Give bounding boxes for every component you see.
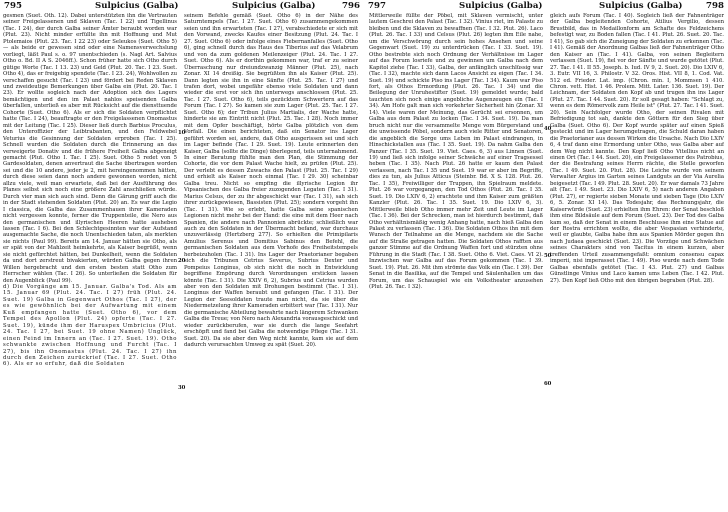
running-title-right: Sulpicius (Galba) [599, 1, 683, 11]
paragraph: Mittlerweile füllte der Pöbel, mit Sklaven vermischt, unter lautem Geschrei den Palast (Tac. I 32). Vinius riet, im Palaste zu bleiben und die Sklaven zu bewaffnen (Tac. I 32. Plut. 26). Laco (Plut. 26. Tac. I 33) und Celsus (Plut. 26) legten ihm Eile nahe, um die Verschwörung durch sein hohes Ansehen und seine Gegenwart (Suet. 19) zu unterdrücken (Tac. I 33. Suet. 19). Otho bestrebte sich noch Ordnung der Verhältnisse im Lager auf das Forum losriefe und zu gewinnen um Galba nach dem Kapitol ziehe (Tac. I 33), Galba, der anfänglich unschlüssig war (Tac. I 32), machte sich dann Lacos Ansicht zu eigen (Tac. I 34. Suet. 19) und schickte Piso ins Lager (Tac. I 34). Kaum war Piso fort, als Othos Ermordung (Plut. 26. Tac. I 34) und die Beilegung der Unruhestifter (Suet. 19) gemeldet wurde; bald tauchten sich noch einige angebliche Augenzeugen ein (Tac. I 34). Am Hofe galt man sich vorkehrter Sicherheit hin (Zonar. XI 14). Viele waren der Meinung, das Gerücht sei ersonnen, um Galba aus dem Palast zu locken (Tac. I 34. Suet. 19). Da man bruch nicht nur die versammelte Menge vom Bürgerstand und die unwissende Pöbel, sondern auch viele Ritter und Senatoren, die angeblich die Sorge ums Leben im Palast eindrangen, in Hinschickstallen aus (Tac. I 35. Suet. 19). Da nahm Galba den Panzer (Tac. I 35. Suet. 19. Viet. Caes. 6, 3) aus Linnen (Suet. 19) und ließ sich infolge seiner Schwäche auf einer Tragsessel heben (Tac. I 35). Nach Plut. 26 hatte er kaum den Palast verlassen, nach Tac. I 35 und Suet. 19 war er aber im Begriffe, dies zu tun, als Julius Atticus (Steinbr. Bd. X S. 128. Plut. 26. Tac. I 35), Freiwilliger der Truppen, ihn Spielraum meldete. Plut. 26 war vorgegangen, den Tod Othos (Plut. 26. Tac. I 35. Suet. 19. Dio LXIV 6, 2) erachtete und ihm Kaiser zum gräßten Kanzler (Plut. 26. Tac. I 35. Suet. 19. Dio LXIV 6, 3). Mittlerweile blieb Otho immer mehr Zeit und Leute im Lager (Tac. I 36). Bei der Schrecken, man ist hierdurch bestimmt, daß Otho verhältnismäßig wenig Anhang hatte, nach hieß Galba den Palast zu verlassen (Tac. I 36). Die Soldaten Othos ihn mit dem Wunsch der Teilnahme an die Menge, nachdem sie die Sache auf die Straße getragen hatten. Die Soldaten Othos rafften aus ganzer Stimme auf die Ordnung Waffen fort und stürzten ohne Führung in die Stadt (Tac. I 38. Suet. Otho 6. Viet. Caes. VI 2). Inzwischen war Galba auf das Forum gekommen (Tac. I 39. Suet. 19). Plut. 26. Mit ihm strömte das Volk ein (Tac. I 39). Der Senat in die Basilika, auf die Tempel und Säulenhallen um das Forum, um das Schauspiel wie ein Volkstheater anzusehen (Plut. 26. Tac. I 32). [369, 13, 543, 291]
page-number-798: 798 [706, 1, 724, 11]
line-number-20: 20 [178, 258, 186, 264]
line-number-30: 30 [178, 385, 186, 391]
page-number-796: 796 [342, 1, 360, 11]
text-column-2 [184, 13, 358, 509]
line-number-40: 40 [544, 126, 552, 132]
page-number-795: 795 [4, 1, 22, 11]
running-title-left: Sulpicius (Galba) [459, 1, 543, 11]
text-column-3 [369, 13, 543, 509]
paragraph: seinem Befehle gemäß (Suet. Otho 6) in der Nähe des Saturntempels (Tac. I 27. Suet. Otho 6) zusammengekommen seien und ihn erwarteten (Tac. I 27), verabschiedete er sich mit den Vorwand, zwecks Kaufes einer Besitzung (Plut. 24. Tac. I 27. Suet. Otho 6) oder infolge eines Fiebernanfalles (Suet. Otho 6), ging schnell durch das Haus des Tiberius auf das Velabrum und von da zum goldenen Meilenzeiger (Plut. 24. Tac. I 27. Suet. Otho 6). Als er dorthin gekommen war, traf er zu seiner Überraschung nur dreiundzwanzig Männer (Plut. 25), nach Zonar. XI 14 dreißig. Sie begrüßten ihn als Kaiser (Plut. 25). Dann legten sie ihn in eine Sänfte (Plut. 25. Tac. I 27) und trafen dort, wobei ungefähr ebenso viele Soldaten und dann wieder die erst vor sich ihn unterwegs anschlossen (Plut. 25. Tac. I 27. Suet. Otho 6), teils gezücktem Schwertern auf das Forum (Tac. I 27). So kamen sie zum Lager (Plut. 25. Tac. I 27. Suet. Otho 6); der Tribun Julius Martialis, der Wache hatte, hinderte sie am Eintritt nicht (Plut. 25. Tac. I 28). Noch immer mit dem Opfer beschäftigt, hörte Galba plötzlich von dem Vorfall. Die einen berichteten, daß ein Senator ins Lager geführt worden sei, andere, daß Otho ausgerissen sei und sich im Lager befinde (Tac. I 29. Suet. 19). Leute erinnerten den Kaiser, Galba (sollte die Dinge) überlegend, teils unternahmend. In einer Beratung fühlte man den Plan, die Stimmung der Cohorte, die vor dem Palast Wache hielt, zu prüfen (Plut. 25). Der verlebt es dessen Zuwachs den Palast (Plut. 25. Tac. I 29) und erhielt als Kaiser noch einmal (Tac. I 29. 30) scheinbar Galba treu. Nicht so empfing die illyrische Legion ihr Vipsanischen des Galba freier zuzogenden Legaten (Tac. I 31). Marius Celsus, der zu ihr abgeschickt war (Tac. I 31), sah sich ihrer zurückgewiesen, Bassisten (Plut. 25); sondern vorgeht ihn (Tac. I 31). Wie so erlebt, hatte Galba seine spanischen Legionen nicht mehr bei der Hand: die eine mit dem Heer nach Spanien, die andere nach Pannonien abrückte; schließlich war auch zu den Soldaten in der Übermacht befand, war durchaus unzuverlässig (Hertzberg 277). So erhielten die Primipilaris Amulius Serenus und Domitius Sabinus den Befehl, die germanischen Soldaten aus dem Vorhofe des Freiheitstempels herbeizuholen (Tac. I 31). Ins Lager der Praetorianer begaben sich die Tribunen Cetrius Severus, Subrius Dexter und Pompeius Longinus, ob sich nicht die noch in Entwicklung begriffene Empörung durch Verordnungen ersticken lassen könnte (Tac. I 31). Die XXIV 6, 2), Subrius und Cetrius wurden aber von den Soldaten mit Drohungen bestimmt (Tac. I 31). Longinus der Waffen beraubt und gefangen (Tac. I 31). Der Legion der Seesoldaten traute man nicht, da sie über die Niedermetzelung ihrer Kameraden erbittert war (Tac. I 31). Nur die germanische Abteilung bewahrte nach längerem Schwanken Galba die Treue; von Nero nach Alexandria vorausgeschickt und wieder zurückberufen, war sie durch die lange Seefahrt erschöpft und fand bei Galba die notwendige Pflege (Tac. I 31. Suet. 20). Da sie aber den Weg nicht kannte, kam sie auf dem dadurch verursachten Umweg zu spät (Suet. 20). [184, 13, 358, 349]
line-number-10: 10 [178, 130, 186, 136]
paragraph: gesmen (Suet. Oth. 12). Dabei unterstützten ihn die Vertrauten seiner Freigelassenen und Sklaven (Tac. I 22) und Tigellinus (Tac. I 24), der durch Galba seiner Ämter beraubt worden war (Plut. 23). Nicht minder erfüllte ihn mit Hoffnung und Mut Ptolemaios (Plut. 23. Tac. I 22 23) oder Seleukos (Suet. Otho 5) — als beide er gewesen sind oder eine Namensverwechslung vorliegt, läßt Paul s. o. 97 unentschieden (s. Nagl Art. Salvius Otho o. Bd. II A S. 2046ff.). Schon früher hatte sich Otho durch gütige Worte (Tac. I 13. 23) und Geld (Plut. 20. Tac. I 23. Suet. Otho 4), das er freigebig spendete (Tac. I 23. 24), Wohlwollen zu verschaffen gesucht (Tac. I 23) und fördert bei Reden Sklaven und zweideutige Bemerkungen über Galba ein (Plut. 20. Tac. I 23). Er wollte sogleich nach der Adoption sich des Lagers bemächtigen und den im Palast nahlos speisenden Galba überfallen, unterließ es aber mit Rücksicht auf die diensttuende Cohorte (Suet. Otho 6). Als er sich die Soldaten verpflichtet hatte (Tac. I 24), beauftragte er den Freigelassenen Onomastus mit der Leitung (Tac. I 25). Dieser ließ durch Barbius Proculus, den Unteroffizier der Leibtrabanten, und den Feldwebel Veturius die Gesinnung der Soldaten erproben (Tac. I 25). Schnell wurden die Soldaten durch die Erinnerung an das verweigerte Donativ und die frühere Freiheit Galba abgeneigt gemacht (Plut. Otho I. Tac. I 25). Suet. Otho 5 redet von 5 Gardesoldaten, denen anvertraut die Sache übertragen worden sei und die 10 andere, jeder je 2, mit hereingenommen hätten, durch diese seien dann noch andere gewonnen worden, nicht allzu viele, weil man erwartete, daß bei der Ausführung des Planes selbst sich noch eine größere Zahl anschließen würde. Durch vier man sich auch sind. Denn die Gärung griff auch die in der Stadt stehenden Soldaten (Plut. 20) an. Es war die Legio I classica, die Galba das Zusammenhauen ihrer Kameraden nicht vergessen konnte, ferner die Truppenteile, die Nero aus den germanischen und illyrischen Heeren hatte ausheben lassen (Tac. I 6). Bei den Schlechtgesinnten war der Aufstand ausgemachte Sache, die noch Unentschieden taten, als merkten sie nichts (Paul 99). Bereits am 14. Januar hätten sie Otho, als er spät von der Mahlzeit heimkehrte, als Kaiser begrüßt, wenn sie nicht gefürchtet hätten, bei Dunkelheit, wenn die Soldaten da und dort zerstreut bivakierten, würden Galba gegen ihren Willen hergebracht und den ersten besten statt Otho zum Herrscher wählen (Tac. I 26). So unterließen die Soldaten für den Augenblick (Paul 99). [3, 13, 177, 284]
running-title-left: Sulpicius (Galba) [95, 1, 179, 11]
line-number-60: 60 [544, 381, 552, 387]
text-column-1 [3, 13, 177, 509]
paragraph: gleich aufs Forum (Tac. I 40). Sogleich ließ der Fahnenträger der Galba begleitenden Cohorte, Atilius Vergilio, dessen Brustbild, das in Medaillonform am Schafte des Feldzeichens befestigt war, zu Boden fallen (Tac. I 41. Plut. 26. Suet. 20. Tac. I 41), So gab sich die Zuneigung der Soldaten zu erkennen (Tac. I 41). Gemäß der Anordnung Galbas ließ der Fahnenträger Otho den Kaiser an (Tac. I 41). Galba, von seinen Begleitern verlassen (Suet. 19), fiel vor der Sänfte und wurde getötet (Plut. 27. Tac. I 41. II 55. Joseph. b. Iud. IV 9, 2. Suet. 20). Dio LXIV 6, 3. Eutr. VII 16, 3. Philostr. V 32. Oros. Hist. VII 8, 1. Cod. Vat. 512 ed. Frieder. Lat. imp. (Chron. min. I, Mommsen 1 410. Chron. vett. Hist. 1 46. Prolem. Mitt. Later. 136. Suet. 19). Der Leichnam, der Soldaten den Kopf ab und trugen ihn ins Lager (Plut. 27. Tac. I 44. Suet. 20). Er soll gesagt haben: "Schlagt zu, wenn es dem Römervolk zum Heile ist" (Plut. 27. Tac. I 41. Suet. 20). Sein Nachfolger wurde Otho, der seinen Rivalen mit Befriedigung tot sah, dankte den Göttern für den Sieg über Galba (Suet. Otho 6). Der Kopf wurde später auf einen Spieß gesteckt und im Lager herumgetragen, die Schuld daran haben die Praetorianer aus dessen Wirken die Ursache. Nach Dio LXIV 6, 4 traf dann eine Ermordung unter Otho, was Galba aber auf dem Weg nicht kannte. Den Kopf ließ Otho Vitellius nicht an einen Ort (Tac. I 44. Suet. 20), ein Freigelassener des Patrobius, der die Bestrafung seines Herrn rächte, die Stelle geworfen (Tac. I 49. Suet. 20. Plut. 28). Die Leiche wurde von seinem Verwalter Argius im Garten seines Landguts an der Via Aurelia beigesetzt (Tac. I 49. Plut. 28. Suet. 20). Er war damals 73 Jahre alt (Tac. I 49. Suet. 23. Dio LXIV 6, 5) nach anderen Angaben (Plut. 27), er regierte sieben Monate und sieben Tage (Dio LXIV 6, 5. Zonar. XI 14). Das Todesjahr, das Rechnungsjahr, die Kaiserwürde (Suet. 23) erhielten ihm Ehren: der Senat beschloß ihm eine Bildsäule auf dem Forum (Suet. 23). Der Tod des Galba kam so, daß der Senat in einem Beschlusse ihm eine Statue auf der Rostra errichten wollte, die aber Vespasian verhinderte, weil er glaubte, Galba habe ihm aus Spanien Mörder gegen ihn nach Judaea geschickt (Suet. 23). Die Vorzüge und Schwächen seines Charakters sind von Tacitus in einem kurzen, aber treffenden Urteil zusammengefaßt: omnium consensu capax imperii, nisi imperasset (Tac. I 49). Piso wurde nach dem Tode Galbas ebenfalls getötet (Tac. I 43. Plut. 27) und Galbas Günstlinge Vinius und Laco kamen ums Leben (Tac. I 42. Plut. 27). Den Kopf ließ Otho mit den übrigen begraben (Plut. 28). [550, 13, 724, 284]
running-title-right: Sulpicius (Galba) [232, 1, 316, 11]
left-page-header [0, 1, 364, 13]
page-number-797: 797 [368, 1, 386, 11]
right-page-spread [364, 0, 728, 512]
text-column-4 [550, 13, 724, 509]
line-number-50: 50 [544, 253, 552, 259]
paragraph-vorgaenge: d) Die Vorgänge am 15. Januar. Galba's Tod. Als am 15. Januar 69 (Plut. 24. Tac. I 27) früh (Plut. 24. Suet. 19) Galba in Gegenwart Othos (Tac. I 27), der es wie gewöhnlich bei der Aufwartung mit einem Kuß empfangen hatte (Suet. Otho 6), vor dem Tempel des Apollon (Plut. 24) opferte (Tac. I 27. Suet. 19), künde ihm der Haruspex Umbricius (Plut. 24. Tac. I 27, bei Suet. 19 ohne Namen) Unglück, einen Feind im Innern an (Tac. I 27. Suet. 19). Otho schwankte zwischen Hoffnung und Furcht (Tac. I 27), bis ihn Onomastus (Plut. 24. Tac. I 27) ihn durch den Zeichen zurückrief (Tac. I 27. Suet. Otho 6). Als er so erfuhr, daß die Soldaten [3, 284, 177, 368]
right-page-header [364, 1, 728, 13]
